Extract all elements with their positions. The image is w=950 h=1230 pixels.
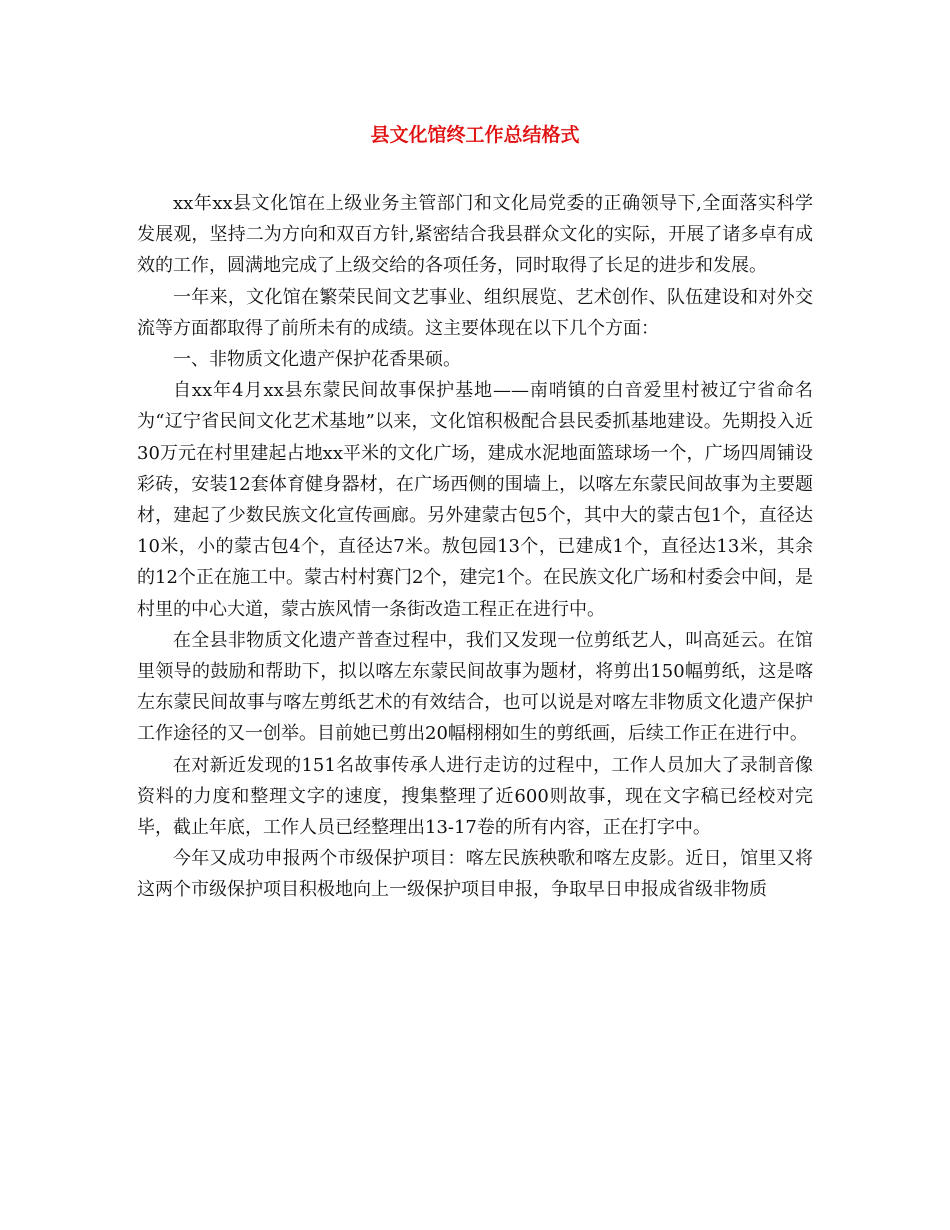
paragraph: 自xx年4月xx县东蒙民间故事保护基地——南哨镇的白音爱里村被辽宁省命名为“辽宁省民间文化艺术基地”以来，文化馆积极配合县民委抓基地建设。先期投入近30万元在村里建起占地xx平米的文化广场，建成水泥地面篮球场一个，广场四周铺设彩砖，安装12套体育健身器材，在广场西侧的围墙上，以喀左东蒙民间故事为主要题材，建起了少数民族文化宣传画廊。另外建蒙古包5个，其中大的蒙古包1个，直径达10米，小的蒙古包4个，直径达7米。敖包园13个，已建成1个，直径达13米，其余的12个正在施工中。蒙古村村赛门2个，建完1个。在民族文化广场和村委会中间，是村里的中心大道，蒙古族风情一条街改造工程正在进行中。: [137, 380, 813, 620]
document-body: [137, 188, 813, 906]
paragraph: xx年xx县文化馆在上级业务主管部门和文化局党委的正确领导下,全面落实科学发展观，坚持二为方向和双百方针,紧密结合我县群众文化的实际，开展了诸多卓有成效的工作，圆满地完成了上级交给的各项任务，同时取得了长足的进步和发展。: [137, 193, 813, 277]
paragraph: 在全县非物质文化遗产普查过程中，我们又发现一位剪纸艺人，叫高延云。在馆里领导的鼓励和帮助下，拟以喀左东蒙民间故事为题材，将剪出150幅剪纸，这是喀左东蒙民间故事与喀左剪纸艺术的有效结合，也可以说是对喀左非物质文化遗产保护工作途径的又一创举。目前她已剪出20幅栩栩如生的剪纸画，后续工作正在进行中。: [137, 629, 813, 745]
section-heading: 一、非物质文化遗产保护花香果硕。: [173, 349, 461, 371]
paragraph: 在对新近发现的151名故事传承人进行走访的过程中，工作人员加大了录制音像资料的力度和整理文字的速度，搜集整理了近600则故事，现在文字稿已经校对完毕，截止年底，工作人员已经整理出13-17卷的所有内容，正在打字中。: [137, 754, 813, 839]
paragraph: 今年又成功申报两个市级保护项目：喀左民族秧歌和喀左皮影。近日，馆里又将这两个市级保护项目积极地向上一级保护项目申报，争取早日申报成省级非物质: [137, 848, 813, 901]
document-title: 县文化馆终工作总结格式: [370, 124, 580, 146]
paragraph: 一年来，文化馆在繁荣民间文艺事业、组织展览、艺术创作、队伍建设和对外交流等方面都取得了前所未有的成绩。这主要体现在以下几个方面：: [137, 286, 813, 339]
